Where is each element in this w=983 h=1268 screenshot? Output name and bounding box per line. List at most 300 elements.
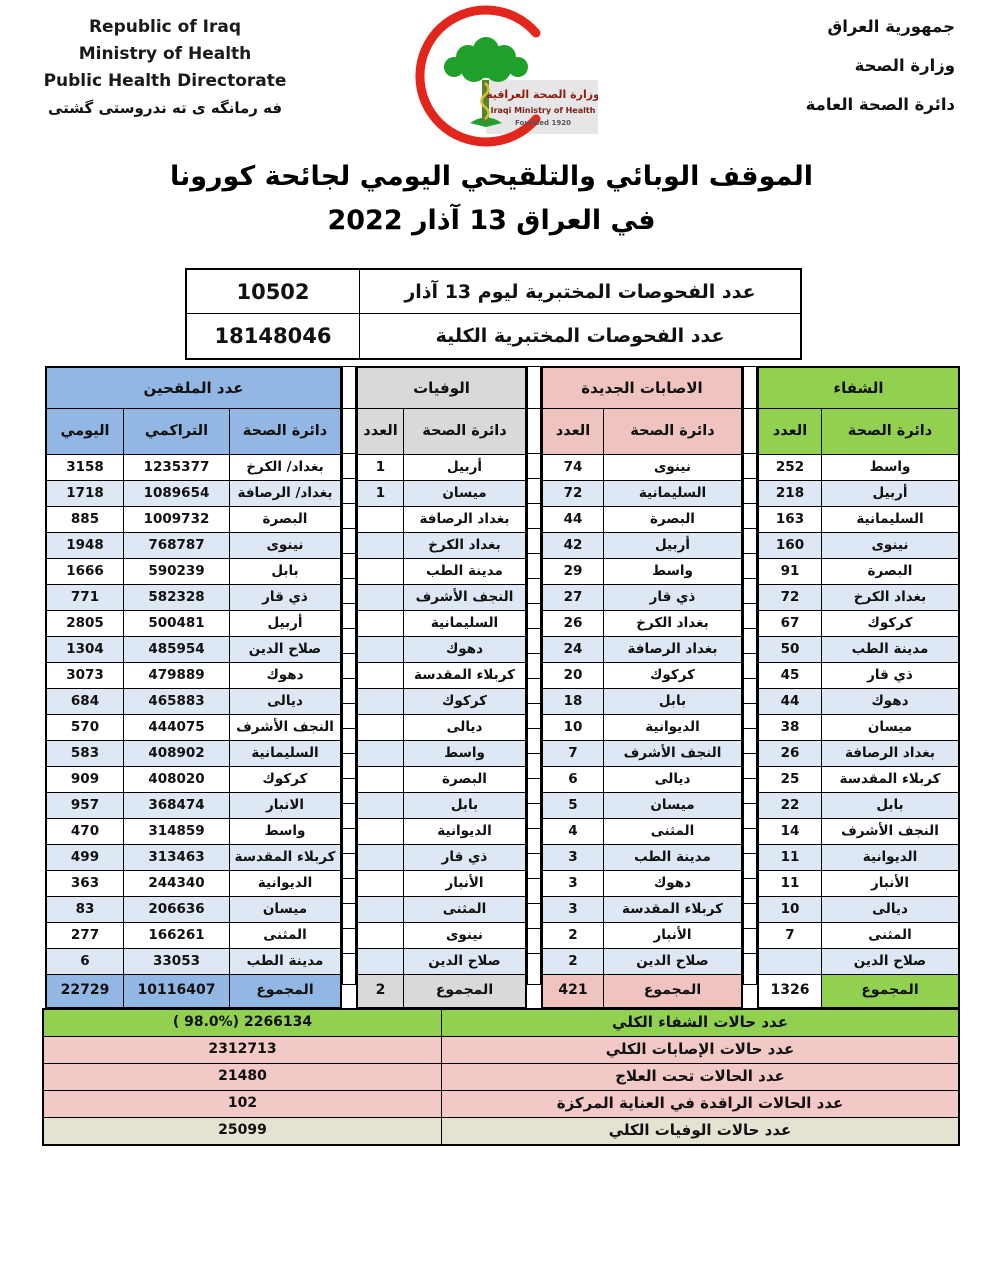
spacer-cell	[527, 528, 541, 554]
table-row	[759, 481, 958, 507]
spacer-cell	[527, 853, 541, 879]
table-cell: مدينة الطب	[604, 845, 741, 871]
new-infections-table	[541, 366, 743, 1009]
table-row	[759, 611, 958, 637]
table-cell: 2805	[47, 611, 124, 637]
recovery-column-headers	[759, 409, 958, 455]
table-row	[543, 715, 741, 741]
spacer-cell	[527, 803, 541, 829]
table-cell: 74	[543, 455, 604, 481]
table-cell	[358, 663, 404, 689]
table-row	[543, 585, 741, 611]
table-cell: 10	[759, 897, 822, 923]
table-row	[47, 793, 340, 819]
recovery-total-row	[759, 975, 958, 1007]
spacer-cell	[342, 953, 356, 985]
spacer-cell	[743, 366, 757, 409]
table-cell: المثنى	[604, 819, 741, 845]
table-cell	[358, 585, 404, 611]
table-cell: 18	[543, 689, 604, 715]
table-cell: الانبار	[230, 793, 340, 819]
spacer-cell	[743, 753, 757, 779]
table-cell: المثنى	[230, 923, 340, 949]
table-cell: نينوى	[822, 533, 958, 559]
table-cell: واسط	[230, 819, 340, 845]
table-row	[543, 611, 741, 637]
table-cell: بغداد الكرخ	[604, 611, 741, 637]
table-cell: 1009732	[124, 507, 230, 533]
table-row	[543, 533, 741, 559]
table-cell: الأنبار	[822, 871, 958, 897]
spacer-cell	[342, 778, 356, 804]
table-cell	[358, 897, 404, 923]
table-cell: كربلاء المقدسة	[822, 767, 958, 793]
table-cell: 67	[759, 611, 822, 637]
table-cell: 218	[759, 481, 822, 507]
table-cell: 7	[543, 741, 604, 767]
table-row	[47, 507, 340, 533]
spacer-cell	[527, 953, 541, 985]
new-infections-column-headers	[543, 409, 741, 455]
summary-label: عدد حالات الوفيات الكلي	[442, 1118, 958, 1144]
total-cell: المجموع	[604, 975, 741, 1007]
table-row	[543, 819, 741, 845]
table-cell: 25	[759, 767, 822, 793]
table-row	[47, 923, 340, 949]
table-cell: 957	[47, 793, 124, 819]
spacer-cell	[342, 603, 356, 629]
table-row	[543, 455, 741, 481]
table-cell: 83	[47, 897, 124, 923]
table-cell	[358, 923, 404, 949]
table-cell: الديوانية	[404, 819, 525, 845]
table-cell: نينوى	[404, 923, 525, 949]
table-cell: 44	[759, 689, 822, 715]
table-cell: 27	[543, 585, 604, 611]
spacer-cell	[743, 478, 757, 504]
table-cell: أربيل	[404, 455, 525, 481]
table-cell: واسط	[404, 741, 525, 767]
table-cell: بابل	[230, 559, 340, 585]
lab-tests-table	[185, 268, 802, 360]
column-header: التراكمي	[124, 409, 230, 455]
table-cell: نينوى	[230, 533, 340, 559]
logo-arabic-name: وزارة الصحة العراقية	[486, 88, 598, 101]
spacer-cell	[527, 928, 541, 954]
table-row	[543, 481, 741, 507]
table-cell: السليمانية	[404, 611, 525, 637]
table-cell: ميسان	[230, 897, 340, 923]
table-row	[759, 455, 958, 481]
table-cell: النجف الأشرف	[604, 741, 741, 767]
table-row	[543, 897, 741, 923]
summary-value: 102	[44, 1091, 442, 1117]
table-row	[358, 559, 525, 585]
header-directorate-en: Public Health Directorate	[43, 71, 287, 91]
table-cell: 5	[543, 793, 604, 819]
spacer-cell	[743, 953, 757, 985]
table-row	[358, 481, 525, 507]
table-row	[358, 507, 525, 533]
table-cell	[358, 949, 404, 975]
spacer-cell	[527, 878, 541, 904]
spacer-cell	[342, 653, 356, 679]
table-cell: 6	[543, 767, 604, 793]
summary-label: عدد الحالات تحت العلاج	[442, 1064, 958, 1090]
summary-row	[44, 1091, 958, 1118]
column-header: دائرة الصحة	[404, 409, 525, 455]
table-row	[543, 507, 741, 533]
table-cell: 1089654	[124, 481, 230, 507]
table-cell: 3	[543, 871, 604, 897]
table-row	[759, 663, 958, 689]
table-cell: 582328	[124, 585, 230, 611]
spacer-cell	[342, 878, 356, 904]
table-cell: 166261	[124, 923, 230, 949]
header-directorate-kurdish: فه رمانگه ى ته ندروستى گشتى	[47, 99, 283, 117]
table-cell: كركوك	[404, 689, 525, 715]
spacer-cell	[743, 628, 757, 654]
table-cell: 1	[358, 455, 404, 481]
spacer-cell	[743, 678, 757, 704]
table-cell: 33053	[124, 949, 230, 975]
summary-label: عدد حالات الشفاء الكلي	[442, 1010, 958, 1036]
table-cell: البصرة	[604, 507, 741, 533]
table-cell: السليمانية	[230, 741, 340, 767]
table-cell: ذي قار	[604, 585, 741, 611]
table-row	[543, 559, 741, 585]
table-cell: كركوك	[822, 611, 958, 637]
table-cell: ميسان	[404, 481, 525, 507]
table-cell: بابل	[604, 689, 741, 715]
table-cell: كربلاء المقدسة	[604, 897, 741, 923]
logo-founded-text: Founded 1920	[515, 119, 571, 127]
spacer-cell	[527, 453, 541, 479]
deaths-table	[356, 366, 527, 1009]
table-cell: دهوك	[230, 663, 340, 689]
table-cell: 244340	[124, 871, 230, 897]
table-cell: المثنى	[822, 923, 958, 949]
table-cell: مدينة الطب	[230, 949, 340, 975]
report-title-line2: في العراق 13 آذار 2022	[327, 205, 656, 236]
table-row	[759, 923, 958, 949]
spacer-cell	[342, 478, 356, 504]
column-header: دائرة الصحة	[822, 409, 958, 455]
table-cell	[358, 767, 404, 793]
table-cell: 408902	[124, 741, 230, 767]
column-header: دائرة الصحة	[604, 409, 741, 455]
table-cell: 10	[543, 715, 604, 741]
daily-tests-label: عدد الفحوصات المختبرية ليوم 13 آذار	[360, 270, 800, 314]
spacer-cell	[342, 753, 356, 779]
table-row	[47, 481, 340, 507]
table-cell: 885	[47, 507, 124, 533]
table-row	[358, 533, 525, 559]
total-cell: المجموع	[822, 975, 958, 1007]
new-infections-rows	[543, 455, 741, 975]
table-cell: 1235377	[124, 455, 230, 481]
table-row	[47, 455, 340, 481]
table-cell: 42	[543, 533, 604, 559]
table-row	[759, 845, 958, 871]
recovery-table	[757, 366, 960, 1009]
table-cell: أربيل	[822, 481, 958, 507]
summary-value: 25099	[44, 1118, 442, 1144]
spacer-cell	[743, 928, 757, 954]
table-cell: دهوك	[404, 637, 525, 663]
table-cell: ديالى	[404, 715, 525, 741]
table-row	[47, 637, 340, 663]
table-cell	[358, 689, 404, 715]
table-row	[543, 689, 741, 715]
table-cell: الديوانية	[230, 871, 340, 897]
spacer-cell	[743, 853, 757, 879]
table-row	[358, 845, 525, 871]
new-infections-table-title: الاصابات الجديدة	[543, 368, 741, 409]
table-cell: 206636	[124, 897, 230, 923]
table-cell: بغداد الكرخ	[404, 533, 525, 559]
table-cell: بغداد/ الكرخ	[230, 455, 340, 481]
deaths-rows	[358, 455, 525, 975]
table-cell: السليمانية	[822, 507, 958, 533]
summary-value: 2312713	[44, 1037, 442, 1063]
header-english-block	[40, 14, 290, 121]
table-row	[759, 507, 958, 533]
report-title	[0, 155, 983, 243]
table-cell: ذي قار	[230, 585, 340, 611]
ministry-logo-graphic	[398, 0, 598, 150]
table-cell	[358, 611, 404, 637]
table-cell: 368474	[124, 793, 230, 819]
column-header: العدد	[358, 409, 404, 455]
spacer-cell	[527, 603, 541, 629]
spacer-cell	[342, 528, 356, 554]
spacer-cell	[342, 503, 356, 529]
table-cell: صلاح الدين	[404, 949, 525, 975]
table-cell: 72	[543, 481, 604, 507]
table-cell: بغداد الكرخ	[822, 585, 958, 611]
spacer-cell	[743, 828, 757, 854]
total-cell: 421	[543, 975, 604, 1007]
spacer-cell	[527, 728, 541, 754]
vaccinated-table	[45, 366, 342, 1009]
table-cell: البصرة	[404, 767, 525, 793]
table-cell: النجف الأشرف	[230, 715, 340, 741]
spacer-cell	[342, 828, 356, 854]
spacer-column	[743, 366, 757, 985]
spacer-cell	[743, 703, 757, 729]
total-tests-row	[187, 314, 800, 358]
table-cell: 499	[47, 845, 124, 871]
table-cell: 3	[543, 845, 604, 871]
header-ministry-en: Ministry of Health	[78, 44, 252, 64]
table-cell: 465883	[124, 689, 230, 715]
summary-row	[44, 1118, 958, 1144]
table-row	[47, 871, 340, 897]
table-cell: 1666	[47, 559, 124, 585]
table-cell: صلاح الدين	[230, 637, 340, 663]
spacer-cell	[342, 366, 356, 409]
table-cell: 26	[543, 611, 604, 637]
table-cell: 45	[759, 663, 822, 689]
table-row	[543, 871, 741, 897]
table-cell: صلاح الدين	[604, 949, 741, 975]
table-cell: 3073	[47, 663, 124, 689]
spacer-column	[527, 366, 541, 985]
report-title-line1: الموقف الوبائي والتلقيحي اليومي لجائحة كورونا	[169, 161, 814, 192]
table-cell: 252	[759, 455, 822, 481]
deaths-column-headers	[358, 409, 525, 455]
table-cell: 1948	[47, 533, 124, 559]
summary-label: عدد الحالات الراقدة في العناية المركزة	[442, 1091, 958, 1117]
table-row	[543, 845, 741, 871]
table-cell: بابل	[404, 793, 525, 819]
header-ministry-ar: وزارة الصحة	[854, 56, 955, 75]
table-row	[47, 611, 340, 637]
spacer-cell	[527, 503, 541, 529]
spacer-cell	[743, 653, 757, 679]
table-cell: ديالى	[230, 689, 340, 715]
table-cell: ميسان	[822, 715, 958, 741]
table-row	[47, 585, 340, 611]
table-cell: بغداد الرصافة	[822, 741, 958, 767]
spacer-cell	[743, 903, 757, 929]
table-row	[47, 845, 340, 871]
spacer-cell	[527, 778, 541, 804]
table-cell: 570	[47, 715, 124, 741]
header-country-ar: جمهورية العراق	[827, 17, 955, 36]
ministry-logo	[398, 0, 598, 150]
spacer-cell	[527, 478, 541, 504]
table-cell: البصرة	[822, 559, 958, 585]
spacer-cell	[342, 728, 356, 754]
table-cell: أربيل	[230, 611, 340, 637]
table-cell	[358, 715, 404, 741]
header-directorate-ar: دائرة الصحة العامة	[805, 95, 955, 114]
total-cell: 10116407	[124, 975, 230, 1007]
table-cell: 314859	[124, 819, 230, 845]
table-cell: 24	[543, 637, 604, 663]
table-row	[358, 637, 525, 663]
table-row	[543, 923, 741, 949]
table-cell	[358, 533, 404, 559]
table-cell	[358, 793, 404, 819]
table-cell: 1718	[47, 481, 124, 507]
table-cell: 163	[759, 507, 822, 533]
table-row	[759, 689, 958, 715]
spacer-cell	[743, 528, 757, 554]
table-row	[358, 611, 525, 637]
deaths-total-row	[358, 975, 525, 1007]
table-cell: السليمانية	[604, 481, 741, 507]
table-cell: مدينة الطب	[404, 559, 525, 585]
table-cell: ذي قار	[404, 845, 525, 871]
table-row	[47, 559, 340, 585]
vaccinated-total-row	[47, 975, 340, 1007]
total-cell: 2	[358, 975, 404, 1007]
header-country-en: Republic of Iraq	[88, 17, 242, 37]
table-row	[47, 533, 340, 559]
table-cell: 444075	[124, 715, 230, 741]
spacer-cell	[743, 408, 757, 454]
table-row	[759, 637, 958, 663]
table-row	[543, 767, 741, 793]
table-cell: 3158	[47, 455, 124, 481]
table-cell: 408020	[124, 767, 230, 793]
table-cell: 44	[543, 507, 604, 533]
table-cell: 1	[358, 481, 404, 507]
table-cell: 38	[759, 715, 822, 741]
spacer-cell	[743, 778, 757, 804]
table-cell	[358, 559, 404, 585]
table-row	[358, 871, 525, 897]
table-cell: النجف الأشرف	[404, 585, 525, 611]
table-row	[358, 715, 525, 741]
table-row	[759, 767, 958, 793]
table-row	[358, 689, 525, 715]
table-cell: بغداد/ الرصافة	[230, 481, 340, 507]
table-cell: بابل	[822, 793, 958, 819]
spacer-cell	[743, 878, 757, 904]
table-cell: 4	[543, 819, 604, 845]
column-header: العدد	[759, 409, 822, 455]
table-row	[358, 663, 525, 689]
table-row	[543, 637, 741, 663]
table-row	[759, 559, 958, 585]
table-row	[47, 897, 340, 923]
daily-tests-value: 10502	[187, 270, 360, 314]
table-cell: 479889	[124, 663, 230, 689]
table-cell: صلاح الدين	[822, 949, 958, 975]
table-cell: البصرة	[230, 507, 340, 533]
table-row	[47, 715, 340, 741]
spacer-cell	[342, 803, 356, 829]
spacer-cell	[527, 653, 541, 679]
spacer-cell	[527, 408, 541, 454]
table-cell: واسط	[604, 559, 741, 585]
spacer-cell	[342, 928, 356, 954]
column-header: دائرة الصحة	[230, 409, 340, 455]
spacer-cell	[527, 678, 541, 704]
table-row	[543, 949, 741, 975]
table-cell: 583	[47, 741, 124, 767]
table-row	[358, 741, 525, 767]
recovery-rows	[759, 455, 958, 975]
table-row	[759, 793, 958, 819]
table-cell: 91	[759, 559, 822, 585]
table-cell: 313463	[124, 845, 230, 871]
total-cell: المجموع	[404, 975, 525, 1007]
table-cell: 72	[759, 585, 822, 611]
table-row	[759, 585, 958, 611]
table-cell: ديالى	[604, 767, 741, 793]
table-cell: كربلاء المقدسة	[230, 845, 340, 871]
table-cell: الأنبار	[404, 871, 525, 897]
table-row	[759, 819, 958, 845]
spacer-cell	[527, 628, 541, 654]
spacer-cell	[743, 553, 757, 579]
spacer-cell	[743, 603, 757, 629]
daily-tests-row	[187, 270, 800, 314]
table-cell: 29	[543, 559, 604, 585]
table-cell: 7	[759, 923, 822, 949]
table-row	[47, 819, 340, 845]
new-infections-total-row	[543, 975, 741, 1007]
table-row	[759, 715, 958, 741]
table-row	[759, 533, 958, 559]
table-row	[358, 949, 525, 975]
table-row	[358, 923, 525, 949]
